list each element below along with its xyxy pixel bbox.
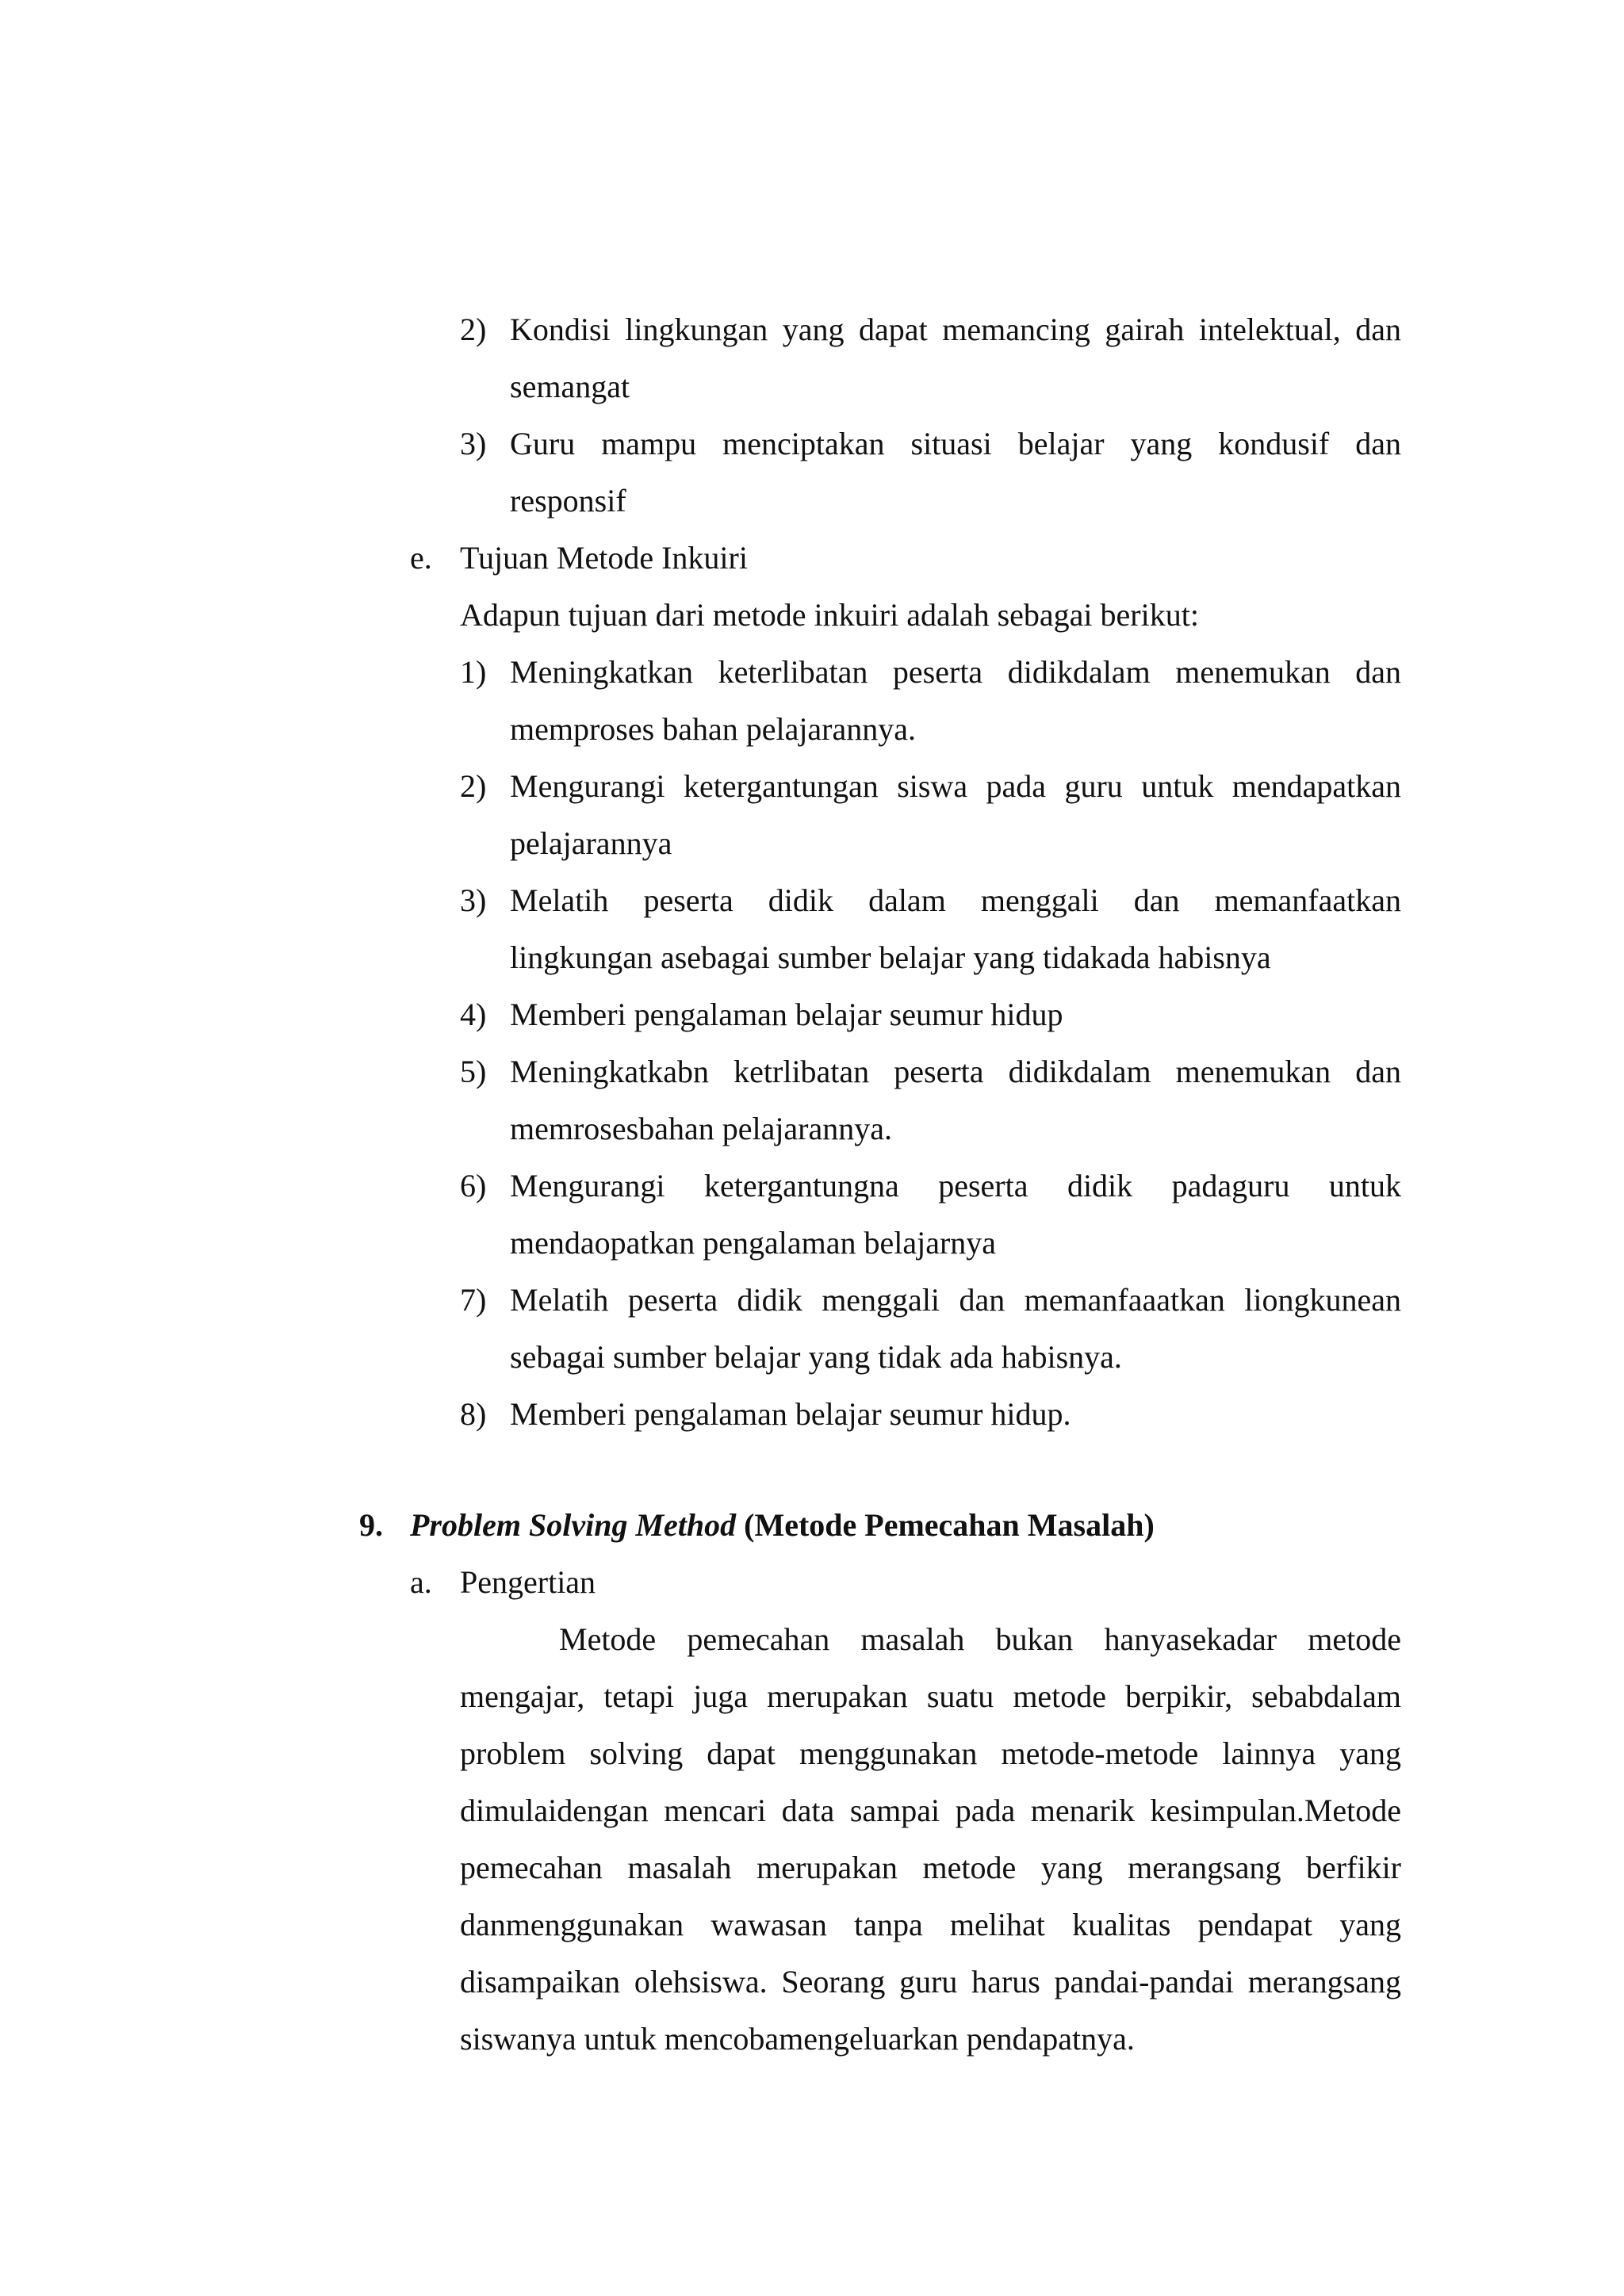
list-item-text: sebagai sumber belajar yang tidak ada habisnya. (510, 1339, 1122, 1375)
list-item-text: responsif (510, 483, 626, 519)
list-number: 7) (460, 1282, 487, 1318)
list-item-text: memproses bahan pelajarannya. (510, 711, 917, 747)
list-item-text: lingkungan asebagai sumber belajar yang tidakada habisnya (510, 939, 1271, 975)
list-item-text: Meningkatkabn ketrlibatan peserta didikdalam menemukan dan (510, 1054, 1401, 1089)
section-number: 9. (359, 1507, 383, 1543)
list-number: 5) (460, 1054, 487, 1089)
paragraph-line: siswanya untuk mencobamengeluarkan pendapatnya. (460, 2021, 1135, 2057)
list-item-text: Kondisi lingkungan yang dapat memancing gairah intelektual, dan (510, 312, 1401, 347)
list-item-text: Mengurangi ketergantungan siswa pada guru untuk mendapatkan (510, 768, 1401, 804)
list-item-text: semangat (510, 369, 630, 404)
list-item-text: mendaopatkan pengalaman belajarnya (510, 1225, 997, 1261)
list-number: 4) (460, 997, 487, 1032)
section-heading-rest: (Metode Pemecahan Masalah) (744, 1507, 1155, 1543)
section-letter: e. (410, 540, 432, 576)
list-item-text: Melatih peserta didik menggali dan memanfaaatkan liongkunean (510, 1282, 1401, 1318)
list-number: 2) (460, 312, 487, 347)
list-item-text: Memberi pengalaman belajar seumur hidup. (510, 1396, 1071, 1432)
list-number: 3) (460, 426, 487, 461)
list-number: 1) (460, 654, 487, 690)
list-number: 8) (460, 1396, 487, 1432)
paragraph-line: danmenggunakan wawasan tanpa melihat kualitas pendapat yang (460, 1907, 1401, 1942)
list-item-text: Guru mampu menciptakan situasi belajar yang kondusif dan (510, 426, 1401, 461)
section-heading-italic: Problem Solving Method (410, 1507, 737, 1543)
paragraph-line: disampaikan olehsiswa. Seorang guru harus pandai-pandai merangsang (460, 1964, 1401, 1999)
list-item-text: Memberi pengalaman belajar seumur hidup (510, 997, 1063, 1032)
paragraph-line: mengajar, tetapi juga merupakan suatu metode berpikir, sebabdalam (460, 1678, 1401, 1714)
list-item-text: Mengurangi ketergantungna peserta didik padaguru untuk (510, 1168, 1401, 1203)
section-intro: Adapun tujuan dari metode inkuiri adalah sebagai berikut: (460, 597, 1199, 633)
list-item-text: Meningkatkan keterlibatan peserta didikdalam menemukan dan (510, 654, 1401, 690)
list-number: 2) (460, 768, 487, 804)
list-number: 3) (460, 882, 487, 918)
paragraph-line: problem solving dapat menggunakan metode-metode lainnya yang (460, 1735, 1401, 1771)
list-item-text: memrosesbahan pelajarannya. (510, 1111, 893, 1146)
subsection-letter: a. (410, 1564, 432, 1600)
list-item-text: Melatih peserta didik dalam menggali dan memanfaatkan (510, 882, 1401, 918)
list-number: 6) (460, 1168, 487, 1203)
paragraph-line: dimulaidengan mencari data sampai pada menarik kesimpulan.Metode (460, 1793, 1401, 1828)
section-title: Tujuan Metode Inkuiri (460, 540, 748, 576)
section-heading (410, 1497, 1155, 1554)
list-item-text: pelajarannya (510, 825, 672, 861)
paragraph-line: pemecahan masalah merupakan metode yang merangsang berfikir (460, 1850, 1401, 1885)
subsection-title: Pengertian (460, 1564, 596, 1600)
paragraph-line: Metode pemecahan masalah bukan hanyasekadar metode (559, 1621, 1401, 1657)
